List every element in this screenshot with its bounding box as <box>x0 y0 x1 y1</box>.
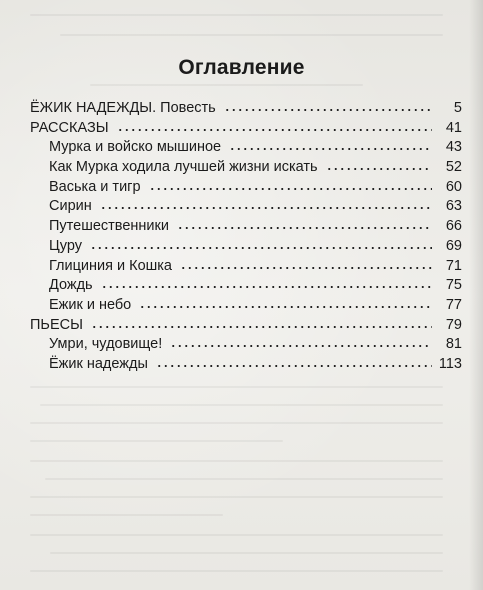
toc-entry-page-number: 66 <box>445 218 462 235</box>
show-through-line <box>40 404 443 406</box>
dot-leader <box>117 120 432 132</box>
toc-entry-page-number: 63 <box>445 198 462 215</box>
toc-entry-title: РАССКАЗЫ <box>30 119 109 136</box>
show-through-line <box>30 422 443 424</box>
toc-entry-page-number: 77 <box>445 296 462 313</box>
toc-entry <box>30 336 462 356</box>
show-through-line <box>30 440 283 442</box>
toc-entry <box>30 159 462 179</box>
toc-entry-title: Сирин <box>49 198 92 215</box>
dot-leader <box>101 277 432 289</box>
dot-leader <box>170 336 432 348</box>
toc-entry-title: ЁЖИК НАДЕЖДЫ. Повесть <box>30 100 216 116</box>
toc-entry <box>30 179 462 199</box>
page-edge-shadow <box>469 0 483 590</box>
dot-leader <box>90 238 432 250</box>
page-title: Оглавление <box>178 56 305 79</box>
toc-entry-page-number: 81 <box>445 336 462 353</box>
dot-leader <box>180 258 432 270</box>
toc-entry-title: Ежик и небо <box>49 296 132 313</box>
toc-entry-page-number: 5 <box>453 100 462 116</box>
show-through-line <box>30 460 443 462</box>
dot-leader <box>229 139 432 151</box>
toc-entry-page-number: 113 <box>438 355 462 372</box>
toc-entry <box>30 198 462 218</box>
show-through-line <box>90 84 363 86</box>
toc-entry-title: Ёжик надежды <box>49 355 148 372</box>
toc-entry-page-number: 79 <box>445 316 462 333</box>
toc-entry-title: ПЬЕСЫ <box>30 316 83 333</box>
toc-entry-title: Мурка и войско мышиное <box>49 139 222 156</box>
toc-entry-title: Умри, чудовище! <box>49 336 163 353</box>
toc-entry-title: Цуру <box>49 237 82 254</box>
show-through-line <box>30 514 223 516</box>
dot-leader <box>326 159 432 171</box>
show-through-line <box>30 496 443 498</box>
dot-leader <box>139 297 432 309</box>
show-through-line <box>30 534 443 536</box>
toc-entry-page-number: 52 <box>445 159 462 176</box>
toc-entry-page-number: 69 <box>445 237 462 254</box>
toc-entry <box>30 218 462 238</box>
toc-entry <box>30 120 462 140</box>
toc-entry-page-number: 41 <box>445 119 462 136</box>
toc-entry <box>30 100 462 120</box>
show-through-line <box>60 34 443 36</box>
toc-entry-page-number: 75 <box>445 277 462 294</box>
toc-entry-title: Дождь <box>49 277 93 294</box>
toc-entry-title: Путешественники <box>49 218 169 235</box>
toc-entry <box>30 139 462 159</box>
dot-leader <box>156 356 432 368</box>
show-through-line <box>30 386 443 388</box>
toc-entry-title: Глициния и Кошка <box>49 257 172 274</box>
toc-entry-page-number: 60 <box>445 178 462 195</box>
toc-entry <box>30 238 462 258</box>
show-through-line <box>30 570 443 572</box>
toc-entry-page-number: 43 <box>445 139 462 156</box>
show-through-line <box>30 14 443 16</box>
dot-leader <box>224 100 432 112</box>
toc-entry <box>30 297 462 317</box>
toc-entry <box>30 258 462 278</box>
toc-entry <box>30 317 462 337</box>
toc-entry-title: Как Мурка ходила лучшей жизни искать <box>49 159 318 176</box>
table-of-contents <box>30 100 462 376</box>
dot-leader <box>149 179 432 191</box>
toc-entry-title: Васька и тигр <box>49 178 141 195</box>
toc-entry <box>30 277 462 297</box>
dot-leader <box>100 198 432 210</box>
toc-entry-page-number: 71 <box>445 257 462 274</box>
show-through-line <box>45 478 443 480</box>
toc-entry <box>30 356 462 376</box>
dot-leader <box>91 317 432 329</box>
show-through-line <box>50 552 443 554</box>
dot-leader <box>177 218 432 230</box>
